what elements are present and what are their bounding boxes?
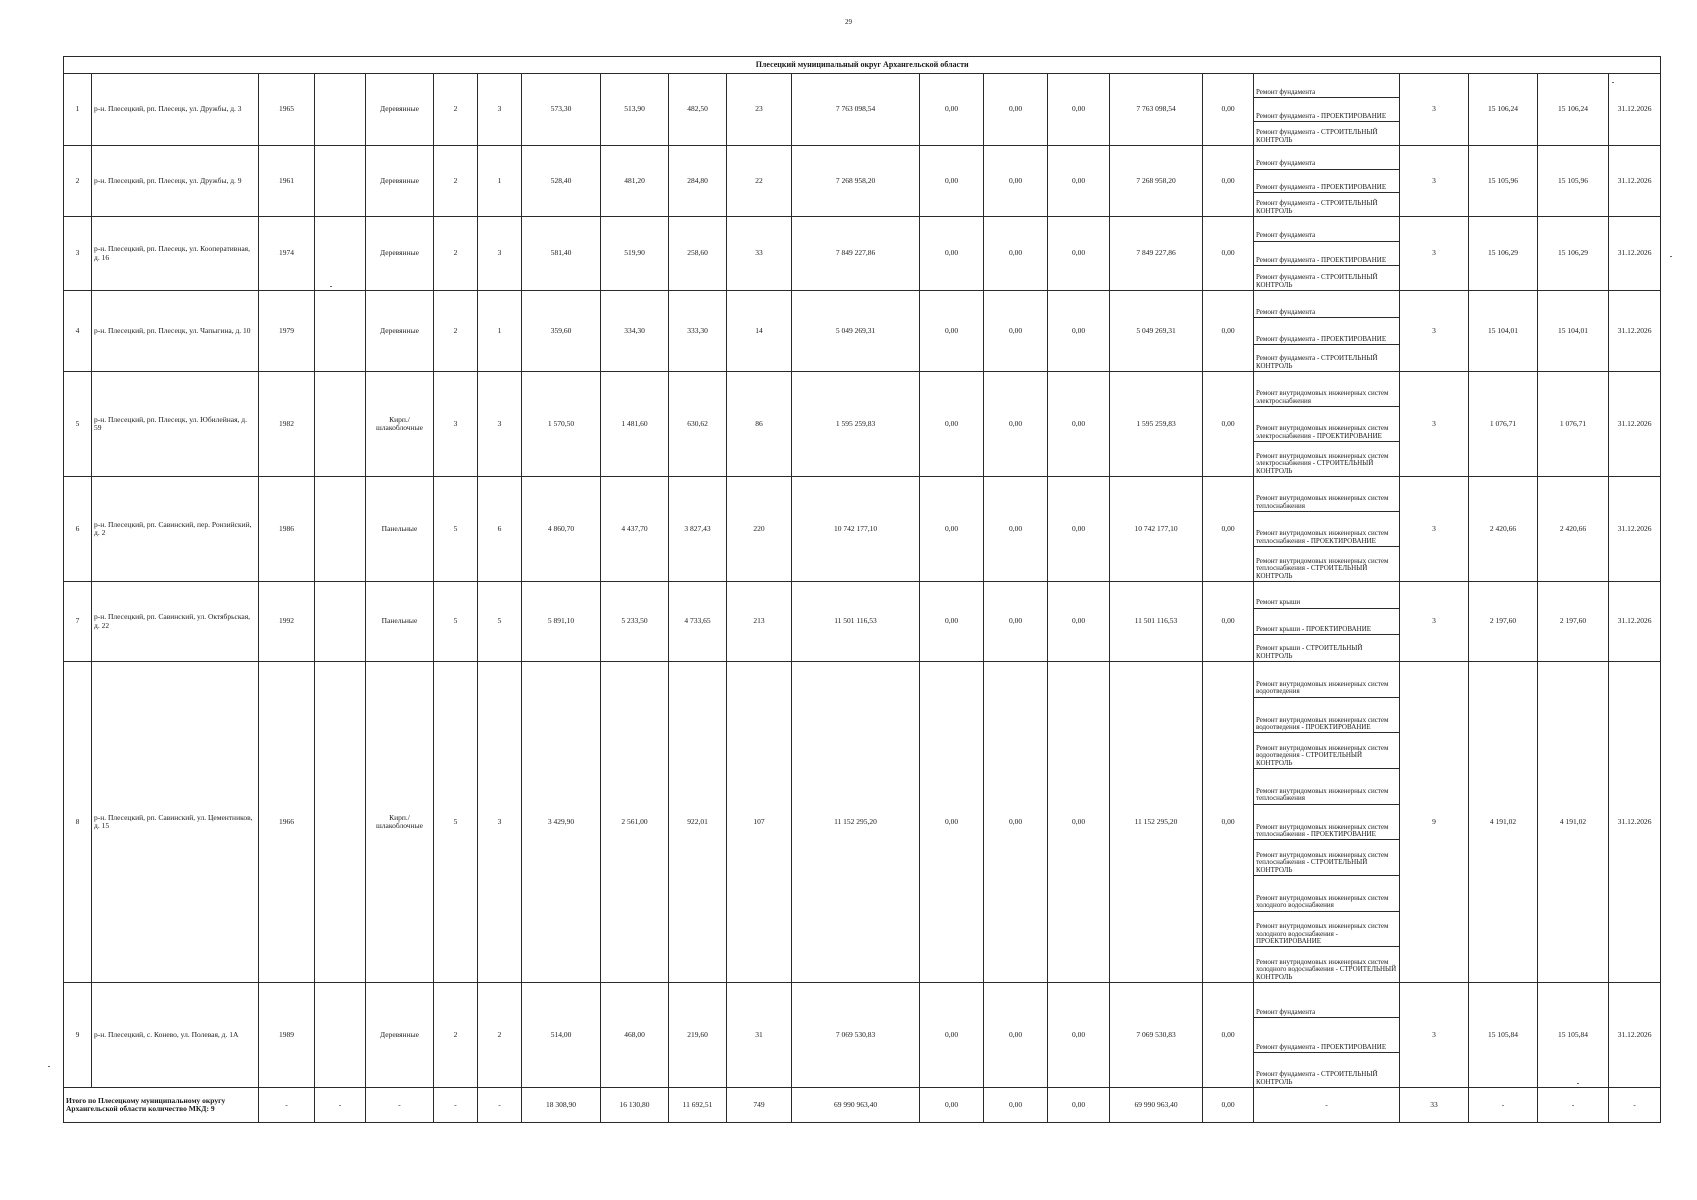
wall-material-cell: Деревянные <box>366 74 434 146</box>
empty-cell <box>315 291 366 372</box>
work-item: Ремонт фундамента <box>1254 74 1399 98</box>
entrances-cell: 6 <box>478 477 522 582</box>
year-cell: 1982 <box>259 372 315 477</box>
works-list <box>1254 372 1399 476</box>
work-item: Ремонт внутридомовых инженерных систем водоотведения - ПРОЕКТИРОВАНИЕ <box>1254 698 1399 734</box>
building-row <box>64 146 1661 217</box>
total-area-res-cell: 11 692,51 <box>669 1088 727 1123</box>
total-cost-cell: 7 763 098,54 <box>792 74 920 146</box>
work-item: Ремонт внутридомовых инженерных систем теплоснабжения <box>1254 477 1399 512</box>
residential-area-cell: 219,60 <box>669 983 727 1088</box>
residents-cell: 86 <box>727 372 792 477</box>
work-item: Ремонт фундамента - ПРОЕКТИРОВАНИЕ <box>1254 318 1399 345</box>
owner-funds-cell: 11 152 295,20 <box>1110 662 1203 983</box>
owner-funds-cell: 5 049 269,31 <box>1110 291 1203 372</box>
building-row <box>64 291 1661 372</box>
year-cell: 1974 <box>259 217 315 291</box>
works-cell <box>1254 291 1400 372</box>
deadline-cell: 31.12.2026 <box>1609 372 1661 477</box>
total-cost-cell: 11 152 295,20 <box>792 662 920 983</box>
total-row <box>64 1088 1661 1123</box>
wall-material-cell: Деревянные <box>366 146 434 217</box>
total-works-count-cell: 33 <box>1400 1088 1469 1123</box>
building-row <box>64 983 1661 1088</box>
total-cost-cell: 5 049 269,31 <box>792 291 920 372</box>
total-cost-cell: 69 990 963,40 <box>792 1088 920 1123</box>
funding-b-cell: 0,00 <box>984 983 1048 1088</box>
funding-d-cell: 0,00 <box>1203 582 1254 662</box>
specific-cost-cell: 1 076,71 <box>1469 372 1538 477</box>
work-item: Ремонт внутридомовых инженерных систем водоотведения <box>1254 662 1399 698</box>
funding-d-cell: 0,00 <box>1203 477 1254 582</box>
funding-b-cell: 0,00 <box>984 146 1048 217</box>
owner-funds-cell: 7 069 530,83 <box>1110 983 1203 1088</box>
works-list <box>1254 291 1399 371</box>
funding-c-cell: 0,00 <box>1048 372 1110 477</box>
scan-speck <box>1612 82 1614 83</box>
total-area-cell: 4 860,70 <box>522 477 601 582</box>
total-works-cell: - <box>1254 1088 1400 1123</box>
residential-area-cell: 284,80 <box>669 146 727 217</box>
max-cost-cell: 15 104,01 <box>1538 291 1609 372</box>
floors-cell: 5 <box>434 582 478 662</box>
year-cell: 1989 <box>259 983 315 1088</box>
floors-cell: 2 <box>434 146 478 217</box>
empty-cell <box>315 74 366 146</box>
deadline-cell: 31.12.2026 <box>1609 74 1661 146</box>
work-item: Ремонт фундамента - СТРОИТЕЛЬНЫЙ КОНТРОЛЬ <box>1256 128 1378 144</box>
work-item: Ремонт фундамента - СТРОИТЕЛЬНЫЙ КОНТРОЛЬ <box>1256 354 1378 370</box>
wall-material-cell: Панельные <box>366 582 434 662</box>
work-item: Ремонт внутридомовых инженерных систем электроснабжения - ПРОЕКТИРОВАНИЕ <box>1254 407 1399 442</box>
total-cost-cell: 7 268 958,20 <box>792 146 920 217</box>
funding-c-cell: 0,00 <box>1048 146 1110 217</box>
work-item: Ремонт фундамента <box>1254 217 1399 242</box>
owner-funds-cell: 7 268 958,20 <box>1110 146 1203 217</box>
deadline-cell: 31.12.2026 <box>1609 582 1661 662</box>
funding-d-cell: 0,00 <box>1203 662 1254 983</box>
address-cell: р-н. Плесецкий, рп. Плесецк, ул. Чапыгина, д. 10 <box>92 291 259 372</box>
work-item: Ремонт крыши - ПРОЕКТИРОВАНИЕ <box>1254 609 1399 636</box>
funding-b-cell: 0,00 <box>984 74 1048 146</box>
total-cost-cell: 7 849 227,86 <box>792 217 920 291</box>
funding-a-cell: 0,00 <box>920 662 984 983</box>
max-cost-cell: 15 106,29 <box>1538 217 1609 291</box>
building-row <box>64 582 1661 662</box>
year-cell: 1961 <box>259 146 315 217</box>
living-area-cell: 468,00 <box>601 983 669 1088</box>
total-c-d-cell: 0,00 <box>1203 1088 1254 1123</box>
living-area-cell: 4 437,70 <box>601 477 669 582</box>
works-list <box>1254 146 1399 216</box>
works-list <box>1254 477 1399 581</box>
deadline-cell: 31.12.2026 <box>1609 291 1661 372</box>
works-cell <box>1254 217 1400 291</box>
year-cell: 1979 <box>259 291 315 372</box>
floors-cell: 2 <box>434 291 478 372</box>
funding-a-cell: 0,00 <box>920 477 984 582</box>
total-material-cell: - <box>366 1088 434 1123</box>
funding-d-cell: 0,00 <box>1203 983 1254 1088</box>
total-entrances-cell: - <box>478 1088 522 1123</box>
owner-funds-cell: 11 501 116,53 <box>1110 582 1203 662</box>
max-cost-cell: 4 191,02 <box>1538 662 1609 983</box>
funding-d-cell: 0,00 <box>1203 74 1254 146</box>
funding-d-cell: 0,00 <box>1203 146 1254 217</box>
works-count-cell: 9 <box>1400 662 1469 983</box>
residential-area-cell: 333,30 <box>669 291 727 372</box>
total-area-cell: 581,40 <box>522 217 601 291</box>
row-number: 9 <box>64 983 92 1088</box>
funding-b-cell: 0,00 <box>984 217 1048 291</box>
total-area-living-cell: 16 130,80 <box>601 1088 669 1123</box>
address-cell: р-н. Плесецкий, с. Конево, ул. Полевая, д. 1А <box>92 983 259 1088</box>
floors-cell: 3 <box>434 372 478 477</box>
work-item: Ремонт крыши <box>1254 582 1399 609</box>
work-item: Ремонт внутридомовых инженерных систем теплоснабжения <box>1254 769 1399 805</box>
empty-cell <box>315 217 366 291</box>
section-header-row <box>64 57 1661 74</box>
funding-c-cell: 0,00 <box>1048 217 1110 291</box>
work-item: Ремонт фундамента - СТРОИТЕЛЬНЫЙ КОНТРОЛЬ <box>1256 199 1378 215</box>
works-count-cell: 3 <box>1400 477 1469 582</box>
funding-b-cell: 0,00 <box>984 477 1048 582</box>
work-item: Ремонт внутридомовых инженерных систем теплоснабжения - СТРОИТЕЛЬНЫЙ КОНТРОЛЬ <box>1254 840 1399 876</box>
wall-material-cell: Деревянные <box>366 217 434 291</box>
total-area-cell: 3 429,90 <box>522 662 601 983</box>
max-cost-cell: 15 106,24 <box>1538 74 1609 146</box>
works-cell <box>1254 74 1400 146</box>
living-area-cell: 519,90 <box>601 217 669 291</box>
work-item: Ремонт внутридомовых инженерных систем холодного водоснабжения - ПРОЕКТИРОВАНИЕ <box>1254 912 1399 948</box>
residential-area-cell: 258,60 <box>669 217 727 291</box>
building-row <box>64 217 1661 291</box>
wall-material-cell: Деревянные <box>366 291 434 372</box>
work-item: Ремонт фундамента - ПРОЕКТИРОВАНИЕ <box>1254 242 1399 267</box>
funding-d-cell: 0,00 <box>1203 217 1254 291</box>
wall-material-cell: Панельные <box>366 477 434 582</box>
funding-a-cell: 0,00 <box>920 146 984 217</box>
work-item: Ремонт фундамента - ПРОЕКТИРОВАНИЕ <box>1254 98 1399 122</box>
total-area-cell: 573,30 <box>522 74 601 146</box>
funding-a-cell: 0,00 <box>920 983 984 1088</box>
deadline-cell: 31.12.2026 <box>1609 146 1661 217</box>
work-item: Ремонт крыши - СТРОИТЕЛЬНЫЙ КОНТРОЛЬ <box>1256 644 1363 660</box>
page-number: 29 <box>845 18 852 26</box>
residential-area-cell: 4 733,65 <box>669 582 727 662</box>
total-cost-cell: 11 501 116,53 <box>792 582 920 662</box>
max-cost-cell: 2 197,60 <box>1538 582 1609 662</box>
entrances-cell: 3 <box>478 74 522 146</box>
floors-cell: 5 <box>434 477 478 582</box>
entrances-cell: 1 <box>478 146 522 217</box>
row-number: 2 <box>64 146 92 217</box>
empty-cell <box>315 983 366 1088</box>
total-floors-cell: - <box>434 1088 478 1123</box>
total-cost-cell: 7 069 530,83 <box>792 983 920 1088</box>
total-area-cell: 359,60 <box>522 291 601 372</box>
residential-area-cell: 922,01 <box>669 662 727 983</box>
works-count-cell: 3 <box>1400 372 1469 477</box>
total-c-c-cell: 0,00 <box>1048 1088 1110 1123</box>
residential-area-cell: 630,62 <box>669 372 727 477</box>
row-number: 5 <box>64 372 92 477</box>
funding-a-cell: 0,00 <box>920 217 984 291</box>
entrances-cell: 5 <box>478 582 522 662</box>
row-number: 8 <box>64 662 92 983</box>
work-item: Ремонт внутридомовых инженерных систем водоотведения - СТРОИТЕЛЬНЫЙ КОНТРОЛЬ <box>1254 733 1399 769</box>
residents-cell: 14 <box>727 291 792 372</box>
deadline-cell: 31.12.2026 <box>1609 662 1661 983</box>
living-area-cell: 2 561,00 <box>601 662 669 983</box>
residential-area-cell: 482,50 <box>669 74 727 146</box>
owner-funds-cell: 10 742 177,10 <box>1110 477 1203 582</box>
specific-cost-cell: 4 191,02 <box>1469 662 1538 983</box>
total-spec-cost-cell: - <box>1469 1088 1538 1123</box>
wall-material-cell: Кирп./шлакоблочные <box>366 662 434 983</box>
row-number: 7 <box>64 582 92 662</box>
floors-cell: 2 <box>434 74 478 146</box>
specific-cost-cell: 15 105,96 <box>1469 146 1538 217</box>
works-list <box>1254 217 1399 290</box>
total-c-b-cell: 0,00 <box>984 1088 1048 1123</box>
row-number: 3 <box>64 217 92 291</box>
funding-b-cell: 0,00 <box>984 372 1048 477</box>
work-item: Ремонт фундамента - ПРОЕКТИРОВАНИЕ <box>1254 1018 1399 1053</box>
works-count-cell: 3 <box>1400 582 1469 662</box>
deadline-cell: 31.12.2026 <box>1609 983 1661 1088</box>
funding-c-cell: 0,00 <box>1048 582 1110 662</box>
specific-cost-cell: 15 105,84 <box>1469 983 1538 1088</box>
total-residents-cell: 749 <box>727 1088 792 1123</box>
works-count-cell: 3 <box>1400 983 1469 1088</box>
work-item: Ремонт фундамента - СТРОИТЕЛЬНЫЙ КОНТРОЛЬ <box>1256 1070 1378 1086</box>
entrances-cell: 3 <box>478 372 522 477</box>
building-row <box>64 477 1661 582</box>
funding-c-cell: 0,00 <box>1048 291 1110 372</box>
building-row <box>64 662 1661 983</box>
funding-c-cell: 0,00 <box>1048 983 1110 1088</box>
max-cost-cell: 15 105,96 <box>1538 146 1609 217</box>
empty-cell <box>315 582 366 662</box>
max-cost-cell: 15 105,84 <box>1538 983 1609 1088</box>
total-cost-cell: 10 742 177,10 <box>792 477 920 582</box>
works-count-cell: 3 <box>1400 291 1469 372</box>
specific-cost-cell: 15 104,01 <box>1469 291 1538 372</box>
entrances-cell: 1 <box>478 291 522 372</box>
total-deadline-cell: - <box>1609 1088 1661 1123</box>
living-area-cell: 481,20 <box>601 146 669 217</box>
total-c-a-cell: 0,00 <box>920 1088 984 1123</box>
address-cell: р-н. Плесецкий, рп. Плесецк, ул. Кооперативная, д. 16 <box>92 217 259 291</box>
total-col3-cell: - <box>315 1088 366 1123</box>
address-cell: р-н. Плесецкий, рп. Плесецк, ул. Юбилейная, д. 59 <box>92 372 259 477</box>
work-item: Ремонт фундамента - СТРОИТЕЛЬНЫЙ КОНТРОЛЬ <box>1256 273 1378 289</box>
year-cell: 1986 <box>259 477 315 582</box>
row-number: 6 <box>64 477 92 582</box>
total-area-cell: 1 570,50 <box>522 372 601 477</box>
work-item: Ремонт внутридомовых инженерных систем теплоснабжения - ПРОЕКТИРОВАНИЕ <box>1254 512 1399 547</box>
section-title: Плесецкий муниципальный округ Архангельской области <box>64 57 1661 74</box>
living-area-cell: 513,90 <box>601 74 669 146</box>
living-area-cell: 1 481,60 <box>601 372 669 477</box>
empty-cell <box>315 662 366 983</box>
work-item: Ремонт внутридомовых инженерных систем теплоснабжения - ПРОЕКТИРОВАНИЕ <box>1254 805 1399 841</box>
total-area-cell: 5 891,10 <box>522 582 601 662</box>
address-cell: р-н. Плесецкий, рп. Плесецк, ул. Дружбы, д. 3 <box>92 74 259 146</box>
wall-material-cell: Деревянные <box>366 983 434 1088</box>
entrances-cell: 3 <box>478 217 522 291</box>
deadline-cell: 31.12.2026 <box>1609 477 1661 582</box>
funding-b-cell: 0,00 <box>984 582 1048 662</box>
funding-a-cell: 0,00 <box>920 372 984 477</box>
total-cost-owner-cell: 69 990 963,40 <box>1110 1088 1203 1123</box>
empty-cell <box>315 146 366 217</box>
works-cell <box>1254 146 1400 217</box>
owner-funds-cell: 1 595 259,83 <box>1110 372 1203 477</box>
work-item: Ремонт внутридомовых инженерных систем теплоснабжения - СТРОИТЕЛЬНЫЙ КОНТРОЛЬ <box>1256 556 1389 580</box>
wall-material-cell: Кирп./шлакоблочные <box>366 372 434 477</box>
funding-b-cell: 0,00 <box>984 291 1048 372</box>
total-year-cell: - <box>259 1088 315 1123</box>
funding-c-cell: 0,00 <box>1048 662 1110 983</box>
year-cell: 1992 <box>259 582 315 662</box>
specific-cost-cell: 2 197,60 <box>1469 582 1538 662</box>
max-cost-cell: 2 420,66 <box>1538 477 1609 582</box>
specific-cost-cell: 15 106,29 <box>1469 217 1538 291</box>
funding-b-cell: 0,00 <box>984 662 1048 983</box>
work-item: Ремонт фундамента <box>1254 983 1399 1018</box>
total-max-cost-cell: - <box>1538 1088 1609 1123</box>
address-cell: р-н. Плесецкий, рп. Савинский, пер. Ронзийский, д. 2 <box>92 477 259 582</box>
deadline-cell: 31.12.2026 <box>1609 217 1661 291</box>
entrances-cell: 2 <box>478 983 522 1088</box>
work-item: Ремонт внутридомовых инженерных систем электроснабжения - СТРОИТЕЛЬНЫЙ КОНТРОЛЬ <box>1256 451 1389 475</box>
scan-speck <box>330 286 332 287</box>
max-cost-cell: 1 076,71 <box>1538 372 1609 477</box>
funding-a-cell: 0,00 <box>920 582 984 662</box>
works-list <box>1254 983 1399 1087</box>
building-row <box>64 372 1661 477</box>
work-item: Ремонт внутридомовых инженерных систем электроснабжения <box>1254 372 1399 407</box>
works-count-cell: 3 <box>1400 146 1469 217</box>
floors-cell: 2 <box>434 983 478 1088</box>
works-count-cell: 3 <box>1400 74 1469 146</box>
building-row <box>64 74 1661 146</box>
entrances-cell: 3 <box>478 662 522 983</box>
works-cell <box>1254 477 1400 582</box>
funding-d-cell: 0,00 <box>1203 291 1254 372</box>
scan-speck <box>48 1066 50 1067</box>
residential-area-cell: 3 827,43 <box>669 477 727 582</box>
total-area-cell: 528,40 <box>522 146 601 217</box>
residents-cell: 107 <box>727 662 792 983</box>
empty-cell <box>315 477 366 582</box>
work-item: Ремонт фундамента <box>1254 146 1399 170</box>
residents-cell: 213 <box>727 582 792 662</box>
works-cell <box>1254 983 1400 1088</box>
residents-cell: 23 <box>727 74 792 146</box>
total-area-cell: 514,00 <box>522 983 601 1088</box>
address-cell: р-н. Плесецкий, рп. Плесецк, ул. Дружбы, д. 9 <box>92 146 259 217</box>
row-number: 4 <box>64 291 92 372</box>
total-label: Итого по Плесецкому муниципальному округу Архангельской области количество МКД: 9 <box>64 1088 259 1123</box>
works-cell <box>1254 372 1400 477</box>
owner-funds-cell: 7 849 227,86 <box>1110 217 1203 291</box>
living-area-cell: 334,30 <box>601 291 669 372</box>
funding-c-cell: 0,00 <box>1048 477 1110 582</box>
works-count-cell: 3 <box>1400 217 1469 291</box>
funding-c-cell: 0,00 <box>1048 74 1110 146</box>
total-area-total-cell: 18 308,90 <box>522 1088 601 1123</box>
specific-cost-cell: 15 106,24 <box>1469 74 1538 146</box>
owner-funds-cell: 7 763 098,54 <box>1110 74 1203 146</box>
scan-speck <box>1670 256 1672 257</box>
works-cell <box>1254 582 1400 662</box>
residents-cell: 31 <box>727 983 792 1088</box>
works-cell <box>1254 662 1400 983</box>
total-cost-cell: 1 595 259,83 <box>792 372 920 477</box>
specific-cost-cell: 2 420,66 <box>1469 477 1538 582</box>
works-list <box>1254 582 1399 661</box>
year-cell: 1965 <box>259 74 315 146</box>
floors-cell: 2 <box>434 217 478 291</box>
scan-speck <box>1577 1083 1579 1084</box>
residents-cell: 33 <box>727 217 792 291</box>
residents-cell: 220 <box>727 477 792 582</box>
row-number: 1 <box>64 74 92 146</box>
address-cell: р-н. Плесецкий, рп. Савинский, ул. Октябрьская, д. 22 <box>92 582 259 662</box>
living-area-cell: 5 233,50 <box>601 582 669 662</box>
year-cell: 1966 <box>259 662 315 983</box>
work-item: Ремонт фундамента - ПРОЕКТИРОВАНИЕ <box>1254 170 1399 194</box>
funding-d-cell: 0,00 <box>1203 372 1254 477</box>
capital-repair-table <box>63 56 1661 1123</box>
work-item: Ремонт фундамента <box>1254 291 1399 318</box>
residents-cell: 22 <box>727 146 792 217</box>
work-item: Ремонт внутридомовых инженерных систем холодного водоснабжения - СТРОИТЕЛЬНЫЙ КОНТРОЛЬ <box>1256 958 1397 981</box>
work-item: Ремонт внутридомовых инженерных систем холодного водоснабжения <box>1254 876 1399 912</box>
empty-cell <box>315 372 366 477</box>
funding-a-cell: 0,00 <box>920 74 984 146</box>
address-cell: р-н. Плесецкий, рп. Савинский, ул. Цементников, д. 15 <box>92 662 259 983</box>
floors-cell: 5 <box>434 662 478 983</box>
funding-a-cell: 0,00 <box>920 291 984 372</box>
works-list <box>1254 662 1399 982</box>
works-list <box>1254 74 1399 145</box>
